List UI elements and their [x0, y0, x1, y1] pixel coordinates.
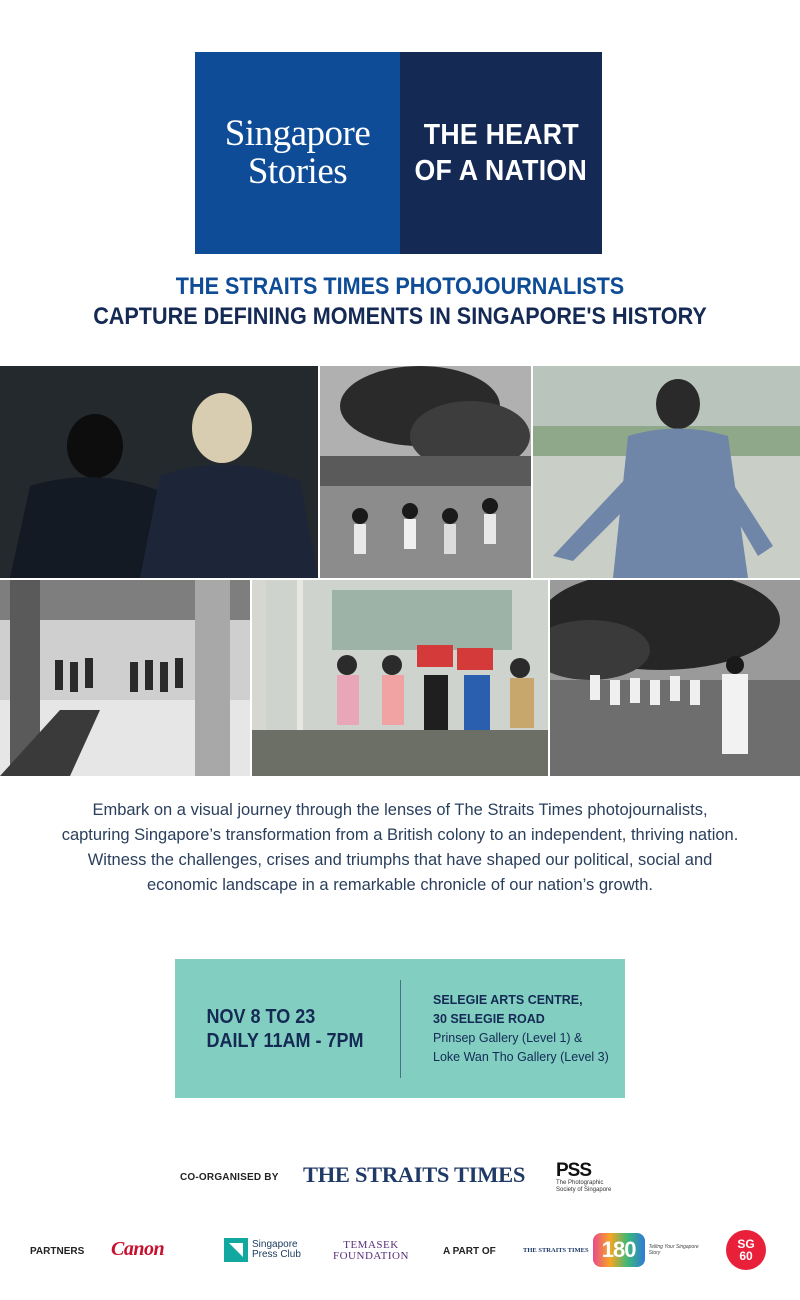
straits-times-logo: THE STRAITS TIMES [303, 1162, 526, 1187]
temasek-line-1: TEMASEK [343, 1239, 399, 1251]
st180-badge: 180 [593, 1233, 645, 1267]
press-club-icon [224, 1238, 248, 1262]
photo-man-airfield [533, 366, 800, 578]
venue-line-2: 30 SELEGIE ROAD [433, 1011, 545, 1026]
singapore-press-club-logo [224, 1238, 301, 1262]
title-line-1: THE HEART [423, 119, 579, 151]
event-schedule [175, 1005, 378, 1053]
title-line-2: OF A NATION [414, 155, 588, 187]
pss-line-2: Society of Singapore [556, 1187, 612, 1193]
pss-line-1: The Photographic [556, 1180, 604, 1186]
event-hours: DAILY 11AM - 7PM [206, 1029, 364, 1052]
st180-tagline: Telling Your Singapore Story [648, 1244, 699, 1256]
exhibition-title [400, 52, 602, 254]
brand-line-1: Singapore [224, 113, 371, 154]
exhibition-description: Embark on a visual journey through the lenses of The Straits Times photojournalists, capturing Singapore’s transformation from a British colony to an independent, thriving nation. Witness the challenges, crises and triumphs that have shaped our political, social and economic landscape in a remarkable chronicle of our nation’s growth. [61, 801, 739, 894]
photo-riot-smoke [320, 366, 531, 578]
a-part-of-label: A PART OF [443, 1246, 496, 1257]
coorganised-label: CO-ORGANISED BY [180, 1172, 279, 1183]
event-venue [401, 991, 609, 1067]
spc-line-1: Singapore [252, 1239, 298, 1250]
pss-mark: PSS [556, 1160, 592, 1181]
st180-masthead: THE STRAITS TIMES [523, 1246, 589, 1254]
singapore-stories-logo [195, 52, 400, 254]
temasek-line-2: FOUNDATION [333, 1250, 409, 1262]
st180-logo [523, 1233, 707, 1267]
tagline-line-1: THE STRAITS TIMES PHOTOJOURNALISTS [175, 273, 625, 300]
partners-label: PARTNERS [30, 1246, 85, 1257]
spc-line-2: Press Club [252, 1249, 301, 1260]
photo-leaders-summit [0, 366, 318, 578]
gallery-line-1: Prinsep Gallery (Level 1) & [433, 1030, 583, 1045]
tagline [40, 272, 760, 332]
venue-line-1: SELEGIE ARTS CENTRE, [433, 992, 583, 1007]
photo-mrt-passengers [252, 580, 548, 776]
photo-fire-crowd [550, 580, 800, 776]
sg60-line-2: 60 [739, 1249, 753, 1263]
sg60-logo [726, 1230, 766, 1270]
tagline-line-2: CAPTURE DEFINING MOMENTS IN SINGAPORE'S HISTORY [93, 303, 707, 330]
gallery-line-2: Loke Wan Tho Gallery (Level 3) [433, 1049, 609, 1064]
canon-logo: Canon [111, 1238, 165, 1260]
sg60-line-1: SG [737, 1237, 755, 1251]
hero-banner [195, 52, 602, 254]
photo-soldiers-marching [0, 580, 250, 776]
pss-logo [556, 1162, 622, 1198]
brand-line-2: Stories [247, 151, 348, 192]
info-divider [400, 980, 401, 1078]
event-info-box [175, 959, 625, 1098]
temasek-foundation-logo [333, 1240, 409, 1262]
event-dates: NOV 8 TO 23 [206, 1005, 316, 1028]
